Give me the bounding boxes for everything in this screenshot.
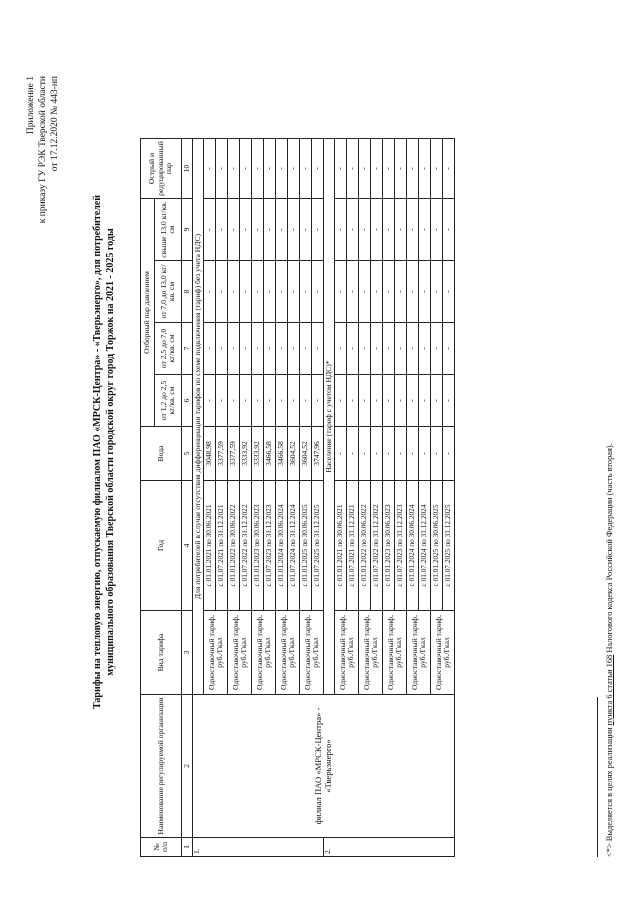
period-cell: с 01.01.2021 по 30.06.2021 [204,481,216,611]
column-number: 2 [182,695,193,838]
sharp-value-cell: - [407,139,419,199]
sharp-value-cell: - [228,139,240,199]
p2-value-cell: - [264,323,276,375]
appendix-order-ref: к приказу ГУ РЭК Тверской области [38,76,48,224]
sharp-value-cell: - [419,139,431,199]
sharp-value-cell: - [300,139,312,199]
tariff-type: Одноставочный тариф, руб./Гкал [228,611,252,695]
tariff-table [140,138,455,857]
water-value-cell: - [371,427,383,481]
period-cell: с 01.07.2024 по 31.12.2024 [288,481,300,611]
period-cell: с 01.01.2025 по 30.06.2025 [300,481,312,611]
sharp-value-cell: - [252,139,264,199]
sharp-value-cell: - [288,139,300,199]
water-value-cell: - [419,427,431,481]
column-number: 8 [182,261,193,323]
p2-value-cell: - [300,323,312,375]
footnote-divider [597,697,598,857]
header-year: Год [141,481,182,611]
water-value-cell: - [443,427,455,481]
organization-name: филиал ПАО «МРСК-Центра» - «Тверьэнерго» [193,695,455,838]
p4-value-cell: - [383,199,395,261]
column-number-row [182,139,193,857]
p4-value-cell: - [312,199,324,261]
p2-value-cell: - [240,323,252,375]
water-value-cell: 3466,58 [276,427,288,481]
p3-value-cell: - [359,261,371,323]
water-value-cell: 3604,52 [288,427,300,481]
column-number: 5 [182,427,193,481]
column-number: 1 [182,838,193,857]
section-number: 1. [193,838,324,857]
p2-value-cell: - [276,323,288,375]
appendix-label: Приложение 1 [26,76,36,135]
column-number: 7 [182,323,193,375]
header-sharp-steam: Острый и редуцированный пар [141,139,182,199]
water-value-cell: - [347,427,359,481]
p2-value-cell: - [371,323,383,375]
water-value-cell: 3604,52 [300,427,312,481]
p1-value-cell: - [312,375,324,427]
sharp-value-cell: - [383,139,395,199]
sharp-value-cell: - [264,139,276,199]
sharp-value-cell: - [395,139,407,199]
p4-value-cell: - [276,199,288,261]
p1-value-cell: - [371,375,383,427]
sharp-value-cell: - [204,139,216,199]
p4-value-cell: - [407,199,419,261]
appendix-order-date: от 17.12.2020 № 443-нп [50,76,60,172]
period-cell: с 01.07.2023 по 31.12.2023 [395,481,407,611]
p1-value-cell: - [276,375,288,427]
header-tariff-type: Вид тарифа [141,611,182,695]
p4-value-cell: - [359,199,371,261]
water-value-cell: 3377,59 [228,427,240,481]
p4-value-cell: - [228,199,240,261]
p4-value-cell: - [216,199,228,261]
water-value-cell: - [407,427,419,481]
p1-value-cell: - [347,375,359,427]
p3-value-cell: - [204,261,216,323]
water-value-cell: - [395,427,407,481]
footnote [605,443,614,857]
sharp-value-cell: - [216,139,228,199]
water-value-cell: - [335,427,347,481]
period-cell: с 01.07.2022 по 31.12.2022 [240,481,252,611]
sharp-value-cell: - [240,139,252,199]
p3-value-cell: - [216,261,228,323]
tariff-type: Одноставочный тариф, руб./Гкал [359,611,383,695]
p1-value-cell: - [335,375,347,427]
section-heading: Для потребителей в случае отсутствия дифференциации тарифов по схеме подключения (тариф) без учета НДС) [193,139,204,695]
period-cell: с 01.01.2022 по 30.06.2022 [228,481,240,611]
p3-value-cell: - [395,261,407,323]
column-number: 10 [182,139,193,199]
p3-value-cell: - [276,261,288,323]
period-cell: с 01.07.2024 по 31.12.2024 [419,481,431,611]
p4-value-cell: - [204,199,216,261]
p2-value-cell: - [395,323,407,375]
period-cell: с 01.07.2022 по 31.12.2022 [371,481,383,611]
water-value-cell: 3747,96 [312,427,324,481]
period-cell: с 01.01.2024 по 30.06.2024 [276,481,288,611]
p1-value-cell: - [383,375,395,427]
header-steam-group: Отборный пар давлением [141,199,155,427]
p2-value-cell: - [419,323,431,375]
tariff-type: Одноставочный тариф, руб./Гкал [383,611,407,695]
document-subtitle: муниципального образования Тверской области городской округ город Торжок на 2021 - 2025 годы [105,228,116,676]
period-cell: с 01.07.2021 по 31.12.2021 [347,481,359,611]
p3-value-cell: - [347,261,359,323]
p4-value-cell: - [288,199,300,261]
p2-value-cell: - [359,323,371,375]
water-value-cell: 3048,98 [204,427,216,481]
p1-value-cell: - [359,375,371,427]
p3-value-cell: - [383,261,395,323]
header-p2: от 2,5 до 7,0 кг/кв. см [155,323,182,375]
tariff-type: Одноставочный тариф, руб./Гкал [300,611,324,695]
p2-value-cell: - [216,323,228,375]
p1-value-cell: - [407,375,419,427]
p2-value-cell: - [228,323,240,375]
footnote-prefix: <*> Выделяется в целях реализации [605,725,614,857]
p4-value-cell: - [443,199,455,261]
tariff-type: Одноставочный тариф, руб./Гкал [204,611,228,695]
column-number: 3 [182,611,193,695]
water-value-cell: 3333,92 [252,427,264,481]
p3-value-cell: - [335,261,347,323]
p2-value-cell: - [288,323,300,375]
p3-value-cell: - [264,261,276,323]
sharp-value-cell: - [371,139,383,199]
column-number: 9 [182,199,193,261]
period-cell: с 01.07.2023 по 31.12.2023 [264,481,276,611]
p4-value-cell: - [419,199,431,261]
p3-value-cell: - [252,261,264,323]
document-title: Тарифы на тепловую энергию, отпускаемую филиалом ПАО «МРСК-Центра» - «Тверьэнерго», для потребителей [92,194,103,710]
water-value-cell: 3333,92 [240,427,252,481]
p2-value-cell: - [407,323,419,375]
p4-value-cell: - [371,199,383,261]
p1-value-cell: - [288,375,300,427]
p3-value-cell: - [228,261,240,323]
p3-value-cell: - [288,261,300,323]
p1-value-cell: - [252,375,264,427]
water-value-cell: 3377,59 [216,427,228,481]
p1-value-cell: - [216,375,228,427]
header-water: Вода [141,427,182,481]
column-number: 4 [182,481,193,611]
water-value-cell: - [359,427,371,481]
p3-value-cell: - [443,261,455,323]
p3-value-cell: - [431,261,443,323]
p2-value-cell: - [383,323,395,375]
p1-value-cell: - [240,375,252,427]
period-cell: с 01.01.2023 по 30.06.2023 [252,481,264,611]
period-cell: с 01.07.2025 по 31.12.2025 [443,481,455,611]
sharp-value-cell: - [312,139,324,199]
p2-value-cell: - [252,323,264,375]
p4-value-cell: - [431,199,443,261]
p4-value-cell: - [300,199,312,261]
p1-value-cell: - [264,375,276,427]
sharp-value-cell: - [431,139,443,199]
sharp-value-cell: - [359,139,371,199]
p4-value-cell: - [347,199,359,261]
tariff-type: Одноставочный тариф, руб./Гкал [431,611,455,695]
p1-value-cell: - [431,375,443,427]
p1-value-cell: - [443,375,455,427]
p2-value-cell: - [347,323,359,375]
sharp-value-cell: - [276,139,288,199]
p3-value-cell: - [240,261,252,323]
p3-value-cell: - [407,261,419,323]
p3-value-cell: - [312,261,324,323]
header-p3: от 7,0 до 13,0 кг/кв. см [155,261,182,323]
p3-value-cell: - [371,261,383,323]
p4-value-cell: - [240,199,252,261]
period-cell: с 01.01.2023 по 30.06.2023 [383,481,395,611]
p1-value-cell: - [228,375,240,427]
p4-value-cell: - [395,199,407,261]
period-cell: с 01.01.2025 по 30.06.2025 [431,481,443,611]
water-value-cell: - [431,427,443,481]
section-heading: Население (тариф с учетом НДС)* [324,139,335,695]
p1-value-cell: - [204,375,216,427]
period-cell: с 01.07.2021 по 31.12.2021 [216,481,228,611]
period-cell: с 01.01.2022 по 30.06.2022 [359,481,371,611]
water-value-cell: - [383,427,395,481]
sharp-value-cell: - [443,139,455,199]
p4-value-cell: - [252,199,264,261]
period-cell: с 01.01.2021 по 30.06.2021 [335,481,347,611]
period-cell: с 01.01.2024 по 30.06.2024 [407,481,419,611]
p2-value-cell: - [431,323,443,375]
p3-value-cell: - [419,261,431,323]
header-num: № п/п [141,838,182,857]
column-number: 6 [182,375,193,427]
p1-value-cell: - [419,375,431,427]
sharp-value-cell: - [347,139,359,199]
p2-value-cell: - [312,323,324,375]
tariff-type: Одноставочный тариф, руб./Гкал [335,611,359,695]
p2-value-cell: - [335,323,347,375]
tariff-type: Одноставочный тариф, руб./Гкал [276,611,300,695]
header-p4: свыше 13,0 кг/кв. см [155,199,182,261]
period-cell: с 01.07.2025 по 31.12.2025 [312,481,324,611]
p2-value-cell: - [443,323,455,375]
p4-value-cell: - [264,199,276,261]
tariff-type: Одноставочный тариф, руб./Гкал [252,611,276,695]
p3-value-cell: - [300,261,312,323]
p4-value-cell: - [335,199,347,261]
header-org: Наименование регулируемой организации [141,695,182,838]
p1-value-cell: - [300,375,312,427]
sharp-value-cell: - [335,139,347,199]
p1-value-cell: - [395,375,407,427]
p2-value-cell: - [204,323,216,375]
water-value-cell: 3466,58 [264,427,276,481]
section-number: 2. [324,838,455,857]
footnote-link[interactable]: пункта 6 статьи 168 [605,654,614,726]
footnote-suffix: Налогового кодекса Российской Федерации (часть вторая). [605,443,614,655]
section-heading-row [193,139,204,857]
header-p1: от 1,2 до 2,5 кг/кв. см [155,375,182,427]
tariff-type: Одноставочный тариф, руб./Гкал [407,611,431,695]
